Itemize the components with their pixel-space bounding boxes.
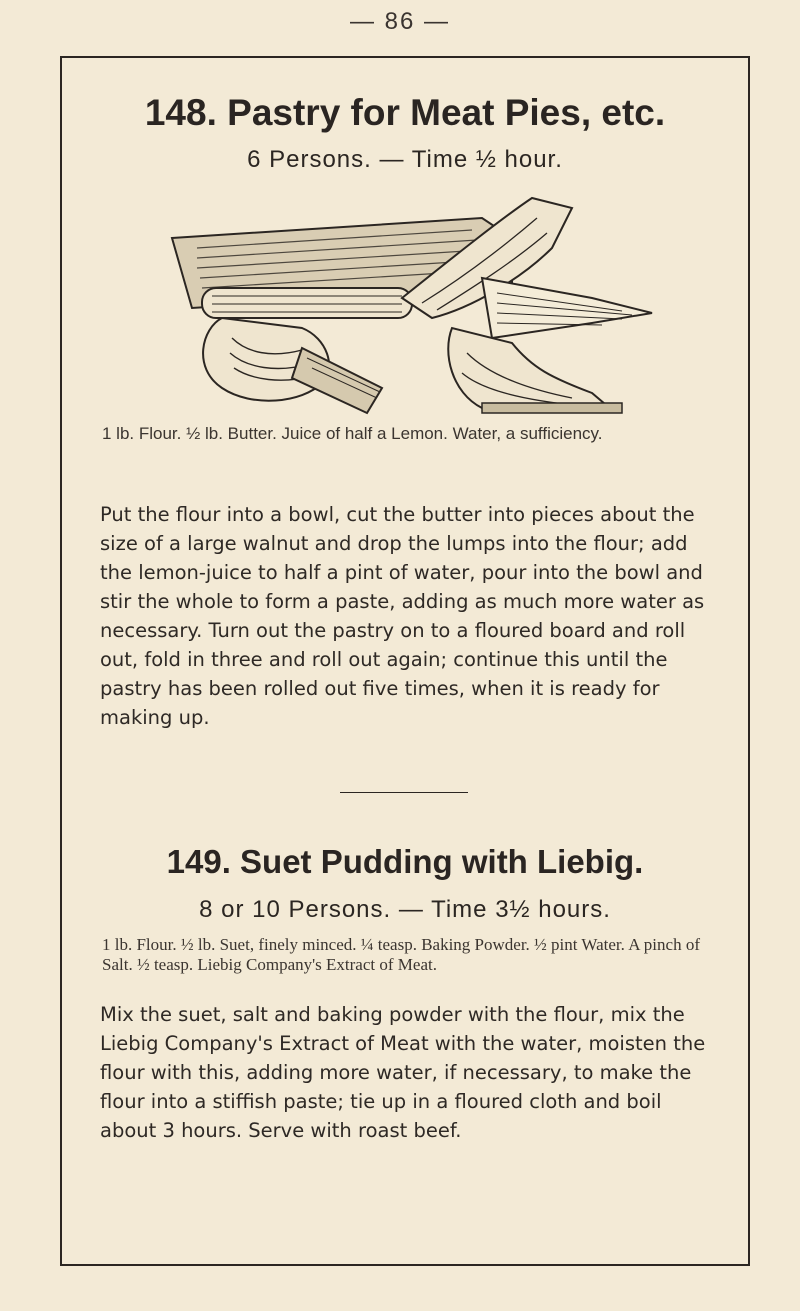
recipe-148-instructions: Put the flour into a bowl, cut the butter into pieces about the size of a large walnut and drop the lumps into the flour; add the lemon-juice to half a pint of water, pour into the bowl and stir the whole to form a paste, adding as much more water as necessary. Turn out the pastry on to a floured board and roll out, fold in three and roll out again; continue this until the pastry has been rolled out five times, when it is ready for making up. xyxy=(100,503,705,729)
recipe-149-subtitle: 8 or 10 Persons. — Time 3½ hours. xyxy=(199,896,611,923)
section-divider xyxy=(340,792,468,793)
recipe-149-instructions: Mix the suet, salt and baking powder with the flour, mix the Liebig Company's Extract of Meat with the water, moisten the flour with this, adding more water, if necessary, to make the flour into a stiffish paste; tie up in a floured cloth and boil about 3 hours. Serve with roast beef. xyxy=(100,1003,706,1142)
rolling-pastry-illustration xyxy=(152,178,672,418)
recipe-148-subtitle: 6 Persons. — Time ½ hour. xyxy=(247,146,563,173)
recipe-148-title: 148. Pastry for Meat Pies, etc. xyxy=(144,92,666,133)
recipe-148-ingredients: 1 lb. Flour. ½ lb. Butter. Juice of half a Lemon. Water, a sufficiency. xyxy=(102,424,603,443)
page-number: — 86 — xyxy=(349,8,451,35)
recipe-frame xyxy=(60,56,750,1266)
recipe-149-ingredients: 1 lb. Flour. ½ lb. Suet, finely minced. ¼ teasp. Baking Powder. ½ pint Water. A pinch of Salt. ½ teasp. Liebig Company's Extract of Meat. xyxy=(102,935,700,974)
recipe-149-title: 149. Suet Pudding with Liebig. xyxy=(166,843,644,880)
